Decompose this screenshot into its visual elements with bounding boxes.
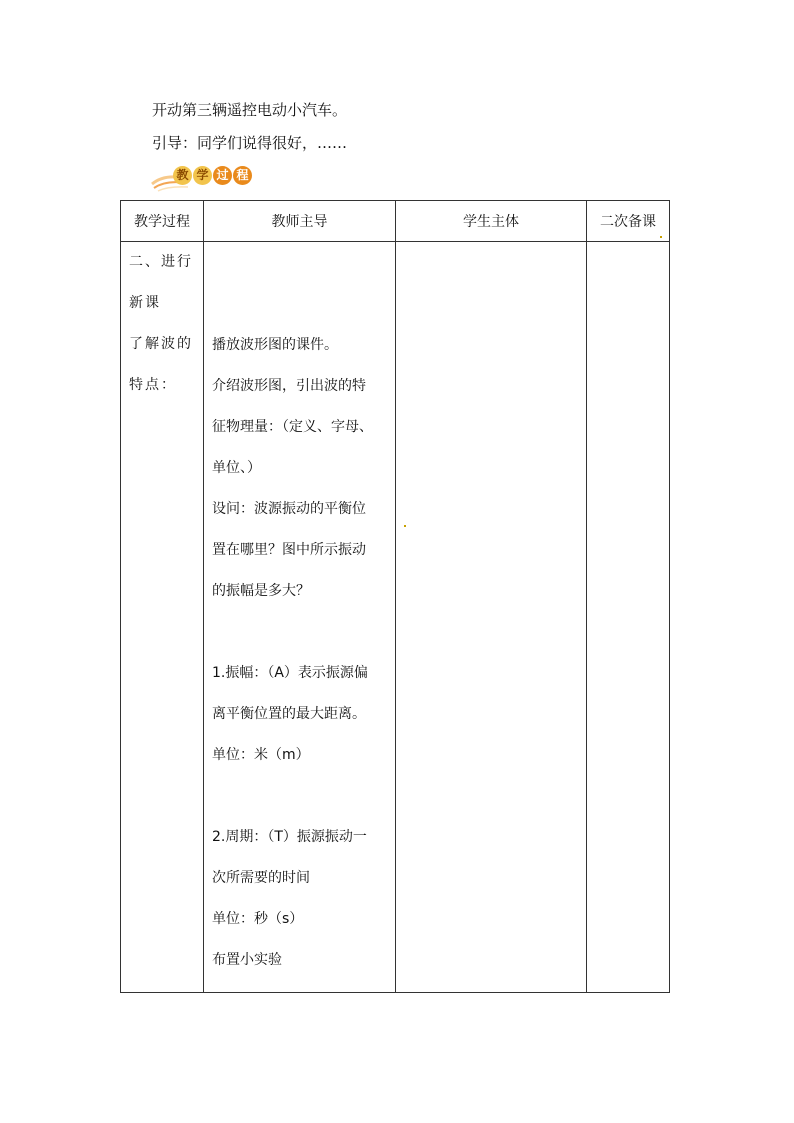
stage-line: 特点： bbox=[129, 377, 177, 393]
teacher-line: 播放波形图的课件。 bbox=[212, 337, 338, 353]
teacher-cell bbox=[204, 242, 396, 993]
header-student: 学生主体 bbox=[396, 201, 587, 242]
teacher-line: 介绍波形图，引出波的特 bbox=[212, 378, 366, 394]
stage-line: 新课 bbox=[129, 295, 161, 311]
teacher-line: 单位、） bbox=[212, 460, 261, 476]
teacher-line: 置在哪里？图中所示振动 bbox=[212, 542, 366, 558]
stage-cell bbox=[121, 242, 204, 993]
stray-mark bbox=[404, 525, 406, 527]
teacher-line: 的振幅是多大？ bbox=[212, 583, 310, 599]
section-badge bbox=[150, 164, 270, 194]
teacher-line: 单位：米（m） bbox=[212, 747, 310, 763]
teacher-line: 设问：波源振动的平衡位 bbox=[212, 501, 366, 517]
teacher-line: 1.振幅：（A）表示振源偏 bbox=[212, 665, 368, 681]
stage-line: 二、进行 bbox=[129, 254, 193, 270]
stray-mark bbox=[660, 236, 662, 238]
table-header-row bbox=[121, 201, 670, 242]
table-row bbox=[121, 242, 670, 993]
teacher-line: 离平衡位置的最大距离。 bbox=[212, 706, 366, 722]
intro-line-2: 引导：同学们说得很好，…… bbox=[152, 134, 348, 152]
student-cell bbox=[396, 242, 587, 993]
revision-cell bbox=[587, 242, 670, 993]
header-teacher: 教师主导 bbox=[204, 201, 396, 242]
badge-title bbox=[173, 166, 252, 185]
teacher-line: 次所需要的时间 bbox=[212, 870, 310, 886]
teacher-line: 2.周期：（T）振源振动一 bbox=[212, 829, 367, 845]
blank-line bbox=[212, 784, 395, 825]
header-revision: 二次备课 bbox=[587, 201, 670, 242]
badge-char: 教 bbox=[173, 166, 192, 185]
teacher-line: 征物理量：（定义、字母、 bbox=[212, 419, 373, 435]
teacher-line: 单位：秒（s） bbox=[212, 911, 304, 927]
badge-char: 过 bbox=[213, 166, 232, 185]
lesson-plan-table bbox=[120, 200, 670, 993]
stage-line: 了解波的 bbox=[129, 336, 193, 352]
badge-char: 学 bbox=[193, 166, 212, 185]
badge-char: 程 bbox=[233, 166, 252, 185]
teacher-line: 布置小实验 bbox=[212, 952, 282, 968]
blank-line bbox=[212, 620, 395, 661]
header-process: 教学过程 bbox=[121, 201, 204, 242]
intro-line-1: 开动第三辆遥控电动小汽车。 bbox=[152, 101, 348, 119]
